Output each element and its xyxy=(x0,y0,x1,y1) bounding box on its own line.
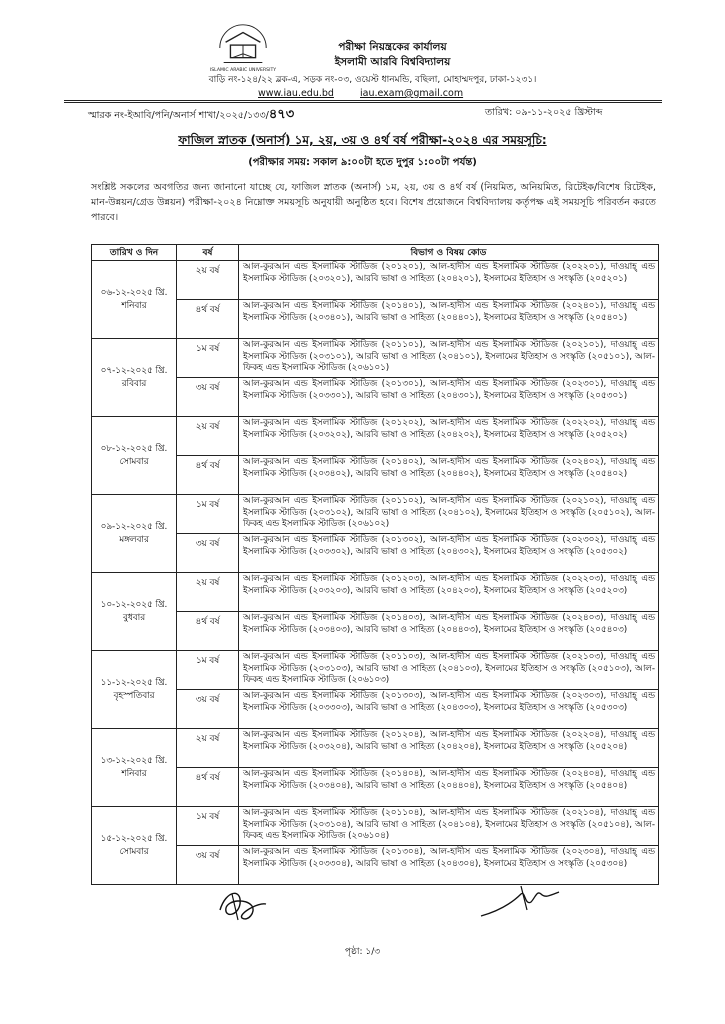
schedule-title: ফাজিল স্নাতক (অনার্স) ১ম, ২য়, ৩য় ও ৪র্থ বর্ষ পরীক্ষা-২০২৪ এর সময়সূচি: xyxy=(178,133,547,147)
memo-ref-number: ৪৭৩ xyxy=(268,107,295,122)
header-subject: বিভাগ ও বিষয় কোড xyxy=(239,245,659,261)
exam-weekday: সোমবার xyxy=(119,456,149,467)
table-row xyxy=(92,690,659,729)
letterhead-university: ইসলামী আরবি বিশ্ববিদ্যালয় xyxy=(334,56,451,68)
header-date: তারিখ ও দিন xyxy=(92,245,177,261)
subjects-cell: আল-কুরআন এন্ড ইসলামিক স্টাডিজ (২০১৪০১), আল-হাদীস এন্ড ইসলামিক স্টাডিজ (২০২৪০১), দাওয়াহ্ এন্ড ইসলামিক স্টাডিজ (২০৩৪০১), আরবি ভাষা ও সাহিত্য (২০৪৪০১), ইসলামের ইতিহাস ও সংস্কৃতি (২০৫৪০১) xyxy=(239,300,659,339)
year-cell: ২য় বর্ষ xyxy=(177,417,239,456)
subjects-cell: আল-কুরআন এন্ড ইসলামিক স্টাডিজ (২০১১০৪), আল-হাদীস এন্ড ইসলামিক স্টাডিজ (২০২১০৪), দাওয়াহ্ এন্ড ইসলামিক স্টাডিজ (২০৩১০৪), আরবি ভাষা ও সাহিত্য (২০৪১০৪), ইসলামের ইতিহাস ও সংস্কৃতি (২০৫১০৪), আল-ফিকহ এন্ড ইসলামিক স্টাডিজ (২০৬১০৪) xyxy=(239,807,659,846)
exam-weekday: শনিবার xyxy=(121,300,147,311)
year-cell: ৪র্থ বর্ষ xyxy=(177,300,239,339)
year-cell: ২য় বর্ষ xyxy=(177,261,239,300)
exam-date: ০৬-১২-২০২৫ খ্রি. xyxy=(100,287,168,298)
email-link[interactable]: iau.exam@gmail.com xyxy=(360,88,464,99)
subjects-cell: আল-কুরআন এন্ড ইসলামিক স্টাডিজ (২০১৪০৪), আল-হাদীস এন্ড ইসলামিক স্টাডিজ (২০২৪০৪), দাওয়াহ্ এন্ড ইসলামিক স্টাডিজ (২০৩৪০৪), আরবি ভাষা ও সাহিত্য (২০৪৪০৪), ইসলামের ইতিহাস ও সংস্কৃতি (২০৫৪০৪) xyxy=(239,768,659,807)
subjects-cell: আল-কুরআন এন্ড ইসলামিক স্টাডিজ (২০১২০১), আল-হাদীস এন্ড ইসলামিক স্টাডিজ (২০২২০১), দাওয়াহ্ এন্ড ইসলামিক স্টাডিজ (২০৩২০১), আরবি ভাষা ও সাহিত্য (২০৪২০১), ইসলামের ইতিহাস ও সংস্কৃতি (২০৫২০১) xyxy=(239,261,659,300)
exam-date-cell xyxy=(92,417,177,495)
exam-date-cell xyxy=(92,729,177,807)
exam-date: ১৫-১২-২০২৫ খ্রি. xyxy=(100,833,168,844)
signature-left xyxy=(212,880,272,930)
svg-text:ISLAMIC ARABIC UNIVERSITY: ISLAMIC ARABIC UNIVERSITY xyxy=(209,68,277,74)
table-row xyxy=(92,612,659,651)
subjects-cell: আল-কুরআন এন্ড ইসলামিক স্টাডিজ (২০১৪০৩), আল-হাদীস এন্ড ইসলামিক স্টাডিজ (২০২৪০৩), দাওয়াহ্ এন্ড ইসলামিক স্টাডিজ (২০৩৪০৩), আরবি ভাষা ও সাহিত্য (২০৪৪০৩), ইসলামের ইতিহাস ও সংস্কৃতি (২০৫৪০৩) xyxy=(239,612,659,651)
subjects-cell: আল-কুরআন এন্ড ইসলামিক স্টাডিজ (২০১১০৩), আল-হাদীস এন্ড ইসলামিক স্টাডিজ (২০২১০৩), দাওয়াহ্ এন্ড ইসলামিক স্টাডিজ (২০৩১০৩), আরবি ভাষা ও সাহিত্য (২০৪১০৩), ইসলামের ইতিহাস ও সংস্কৃতি (২০৫১০৩), আল-ফিকহ এন্ড ইসলামিক স্টাডিজ (২০৬১০৩) xyxy=(239,651,659,690)
header-rule xyxy=(64,100,662,101)
table-row xyxy=(92,456,659,495)
year-cell: ৪র্থ বর্ষ xyxy=(177,612,239,651)
subjects-cell: আল-কুরআন এন্ড ইসলামিক স্টাডিজ (২০১৩০২), আল-হাদীস এন্ড ইসলামিক স্টাডিজ (২০২৩০২), দাওয়াহ্ এন্ড ইসলামিক স্টাডিজ (২০৩৩০২), আরবি ভাষা ও সাহিত্য (২০৪৩০২), ইসলামের ইতিহাস ও সংস্কৃতি (২০৫৩০২) xyxy=(239,534,659,573)
exam-weekday: বুধবার xyxy=(122,612,146,623)
memo-reference xyxy=(88,105,294,126)
subjects-cell: আল-কুরআন এন্ড ইসলামিক স্টাডিজ (২০১২০২), আল-হাদীস এন্ড ইসলামিক স্টাডিজ (২০২২০২), দাওয়াহ্ এন্ড ইসলামিক স্টাডিজ (২০৩২০২), আরবি ভাষা ও সাহিত্য (২০৪২০২), ইসলামের ইতিহাস ও সংস্কৃতি (২০৫২০২) xyxy=(239,417,659,456)
exam-date: ০৯-১২-২০২৫ খ্রি. xyxy=(100,521,168,532)
exam-date: ১৩-১২-২০২৫ খ্রি. xyxy=(100,755,168,766)
year-cell: ২য় বর্ষ xyxy=(177,573,239,612)
year-cell: ৩য় বর্ষ xyxy=(177,378,239,417)
exam-weekday: সোমবার xyxy=(119,846,149,857)
subjects-cell: আল-কুরআন এন্ড ইসলামিক স্টাডিজ (২০১২০৪), আল-হাদীস এন্ড ইসলামিক স্টাডিজ (২০২২০৪), দাওয়াহ্ এন্ড ইসলামিক স্টাডিজ (২০৩২০৪), আরবি ভাষা ও সাহিত্য (২০৪২০৪), ইসলামের ইতিহাস ও সংস্কৃতি (২০৫২০৪) xyxy=(239,729,659,768)
header-rule-double xyxy=(64,102,662,103)
table-row xyxy=(92,573,659,612)
table-row xyxy=(92,261,659,300)
memo-ref: স্মারক নং-ইআবি/পনি/অনার্স শাখা/২০২৫/১৩৩/ xyxy=(88,110,269,121)
letterhead-office: পরীক্ষা নিয়ন্ত্রকের কার্যালয় xyxy=(338,41,447,53)
table-row xyxy=(92,495,659,534)
year-cell: ২য় বর্ষ xyxy=(177,729,239,768)
exam-weekday: রবিবার xyxy=(121,378,147,389)
website-link[interactable]: www.iau.edu.bd xyxy=(258,88,334,99)
signature-right xyxy=(475,876,565,926)
table-row xyxy=(92,846,659,885)
table-row xyxy=(92,534,659,573)
year-cell: ৩য় বর্ষ xyxy=(177,846,239,885)
page-number: পৃষ্ঠা: ১/৩ xyxy=(344,947,381,957)
exam-date: ১০-১২-২০২৫ খ্রি. xyxy=(100,599,168,610)
table-row xyxy=(92,768,659,807)
subjects-cell: আল-কুরআন এন্ড ইসলামিক স্টাডিজ (২০১১০২), আল-হাদীস এন্ড ইসলামিক স্টাডিজ (২০২১০২), দাওয়াহ্ এন্ড ইসলামিক স্টাডিজ (২০৩১০২), আরবি ভাষা ও সাহিত্য (২০৪১০২), ইসলামের ইতিহাস ও সংস্কৃতি (২০৫১০২), আল-ফিকহ এন্ড ইসলামিক স্টাডিজ (২০৬১০২) xyxy=(239,495,659,534)
exam-weekday: বৃহস্পতিবার xyxy=(113,690,155,701)
exam-date-cell xyxy=(92,339,177,417)
subjects-cell: আল-কুরআন এন্ড ইসলামিক স্টাডিজ (২০১৩০৪), আল-হাদীস এন্ড ইসলামিক স্টাডিজ (২০২৩০৪), দাওয়াহ্ এন্ড ইসলামিক স্টাডিজ (২০৩৩০৪), আরবি ভাষা ও সাহিত্য (২০৪৩০৪), ইসলামের ইতিহাস ও সংস্কৃতি (২০৫৩০৪) xyxy=(239,846,659,885)
year-cell: ১ম বর্ষ xyxy=(177,807,239,846)
year-cell: ৩য় বর্ষ xyxy=(177,690,239,729)
letterhead-address: বাড়ি নং-১২৪/২২ ব্লক-এ, সড়ক নং-০৩, ওয়েস্ট ধানমন্ডি, বছিলা, মোহাম্মদপুর, ঢাকা-১২৩১। xyxy=(208,75,537,85)
year-cell: ১ম বর্ষ xyxy=(177,651,239,690)
exam-date: ১১-১২-২০২৫ খ্রি. xyxy=(100,677,168,688)
intro-paragraph: সংশ্লিষ্ট সকলের অবগতির জন্য জানানো যাচ্ছে যে, ফাজিল স্নাতক (অনার্স) ১ম, ২য়, ৩য় ও ৪র্থ বর্ষ (নিয়মিত, অনিয়মিত, রিটেইক/বিশেষ রিটেইক, মান-উন্নয়ন/গ্রেড উন্নয়ন) পরীক্ষা-২০২৪ নিম্নোক্ত সময়সূচি অনুযায়ী অনুষ্ঠিত হবে। বিশেষ প্রয়োজনে বিশ্ববিদ্যালয় কর্তৃপক্ষ এই সময়সূচি পরিবর্তন করতে পারবে। xyxy=(91,182,656,223)
schedule-table xyxy=(91,244,659,885)
header-year: বর্ষ xyxy=(177,245,239,261)
subjects-cell: আল-কুরআন এন্ড ইসলামিক স্টাডিজ (২০১২০৩), আল-হাদীস এন্ড ইসলামিক স্টাডিজ (২০২২০৩), দাওয়াহ্ এন্ড ইসলামিক স্টাডিজ (২০৩২০৩), আরবি ভাষা ও সাহিত্য (২০৪২০৩), ইসলামের ইতিহাস ও সংস্কৃতি (২০৫২০৩) xyxy=(239,573,659,612)
year-cell: ৪র্থ বর্ষ xyxy=(177,456,239,495)
exam-time: (পরীক্ষার সময়: সকাল ৯:০০টা হতে দুপুর ১:০০টা পর্যন্ত) xyxy=(248,157,477,168)
subjects-cell: আল-কুরআন এন্ড ইসলামিক স্টাডিজ (২০১৪০২), আল-হাদীস এন্ড ইসলামিক স্টাডিজ (২০২৪০২), দাওয়াহ্ এন্ড ইসলামিক স্টাডিজ (২০৩৪০২), আরবি ভাষা ও সাহিত্য (২০৪৪০২), ইসলামের ইতিহাস ও সংস্কৃতি (২০৫৪০২) xyxy=(239,456,659,495)
exam-weekday: শনিবার xyxy=(121,768,147,779)
table-header-row xyxy=(92,245,659,261)
exam-date-cell xyxy=(92,651,177,729)
table-row xyxy=(92,417,659,456)
table-row xyxy=(92,729,659,768)
subjects-cell: আল-কুরআন এন্ড ইসলামিক স্টাডিজ (২০১৩০১), আল-হাদীস এন্ড ইসলামিক স্টাডিজ (২০২৩০১), দাওয়াহ্ এন্ড ইসলামিক স্টাডিজ (২০৩৩০১), আরবি ভাষা ও সাহিত্য (২০৪৩০১), ইসলামের ইতিহাস ও সংস্কৃতি (২০৫৩০১) xyxy=(239,378,659,417)
table-row xyxy=(92,807,659,846)
exam-date-cell xyxy=(92,573,177,651)
year-cell: ১ম বর্ষ xyxy=(177,495,239,534)
exam-date-cell xyxy=(92,261,177,339)
exam-date: ০৮-১২-২০২৫ খ্রি. xyxy=(100,443,168,454)
exam-date: ০৭-১২-২০২৫ খ্রি. xyxy=(100,365,168,376)
table-row xyxy=(92,651,659,690)
table-row xyxy=(92,339,659,378)
year-cell: ১ম বর্ষ xyxy=(177,339,239,378)
table-row xyxy=(92,300,659,339)
subjects-cell: আল-কুরআন এন্ড ইসলামিক স্টাডিজ (২০১১০১), আল-হাদীস এন্ড ইসলামিক স্টাডিজ (২০২১০১), দাওয়াহ্ এন্ড ইসলামিক স্টাডিজ (২০৩১০১), আরবি ভাষা ও সাহিত্য (২০৪১০১), ইসলামের ইতিহাস ও সংস্কৃতি (২০৫১০১), আল-ফিকহ এন্ড ইসলামিক স্টাডিজ (২০৬১০১) xyxy=(239,339,659,378)
exam-date-cell xyxy=(92,495,177,573)
year-cell: ৩য় বর্ষ xyxy=(177,534,239,573)
exam-weekday: মঙ্গলবার xyxy=(119,534,149,545)
exam-date-cell xyxy=(92,807,177,885)
schedule-body xyxy=(92,261,659,885)
year-cell: ৪র্থ বর্ষ xyxy=(177,768,239,807)
memo-date: তারিখ: ০৯-১১-২০২৫ খ্রিস্টাব্দ xyxy=(485,107,603,118)
table-row xyxy=(92,378,659,417)
subjects-cell: আল-কুরআন এন্ড ইসলামিক স্টাডিজ (২০১৩০৩), আল-হাদীস এন্ড ইসলামিক স্টাডিজ (২০২৩০৩), দাওয়াহ্ এন্ড ইসলামিক স্টাডিজ (২০৩৩০৩), আরবি ভাষা ও সাহিত্য (২০৪৩০৩), ইসলামের ইতিহাস ও সংস্কৃতি (২০৫৩০৩) xyxy=(239,690,659,729)
